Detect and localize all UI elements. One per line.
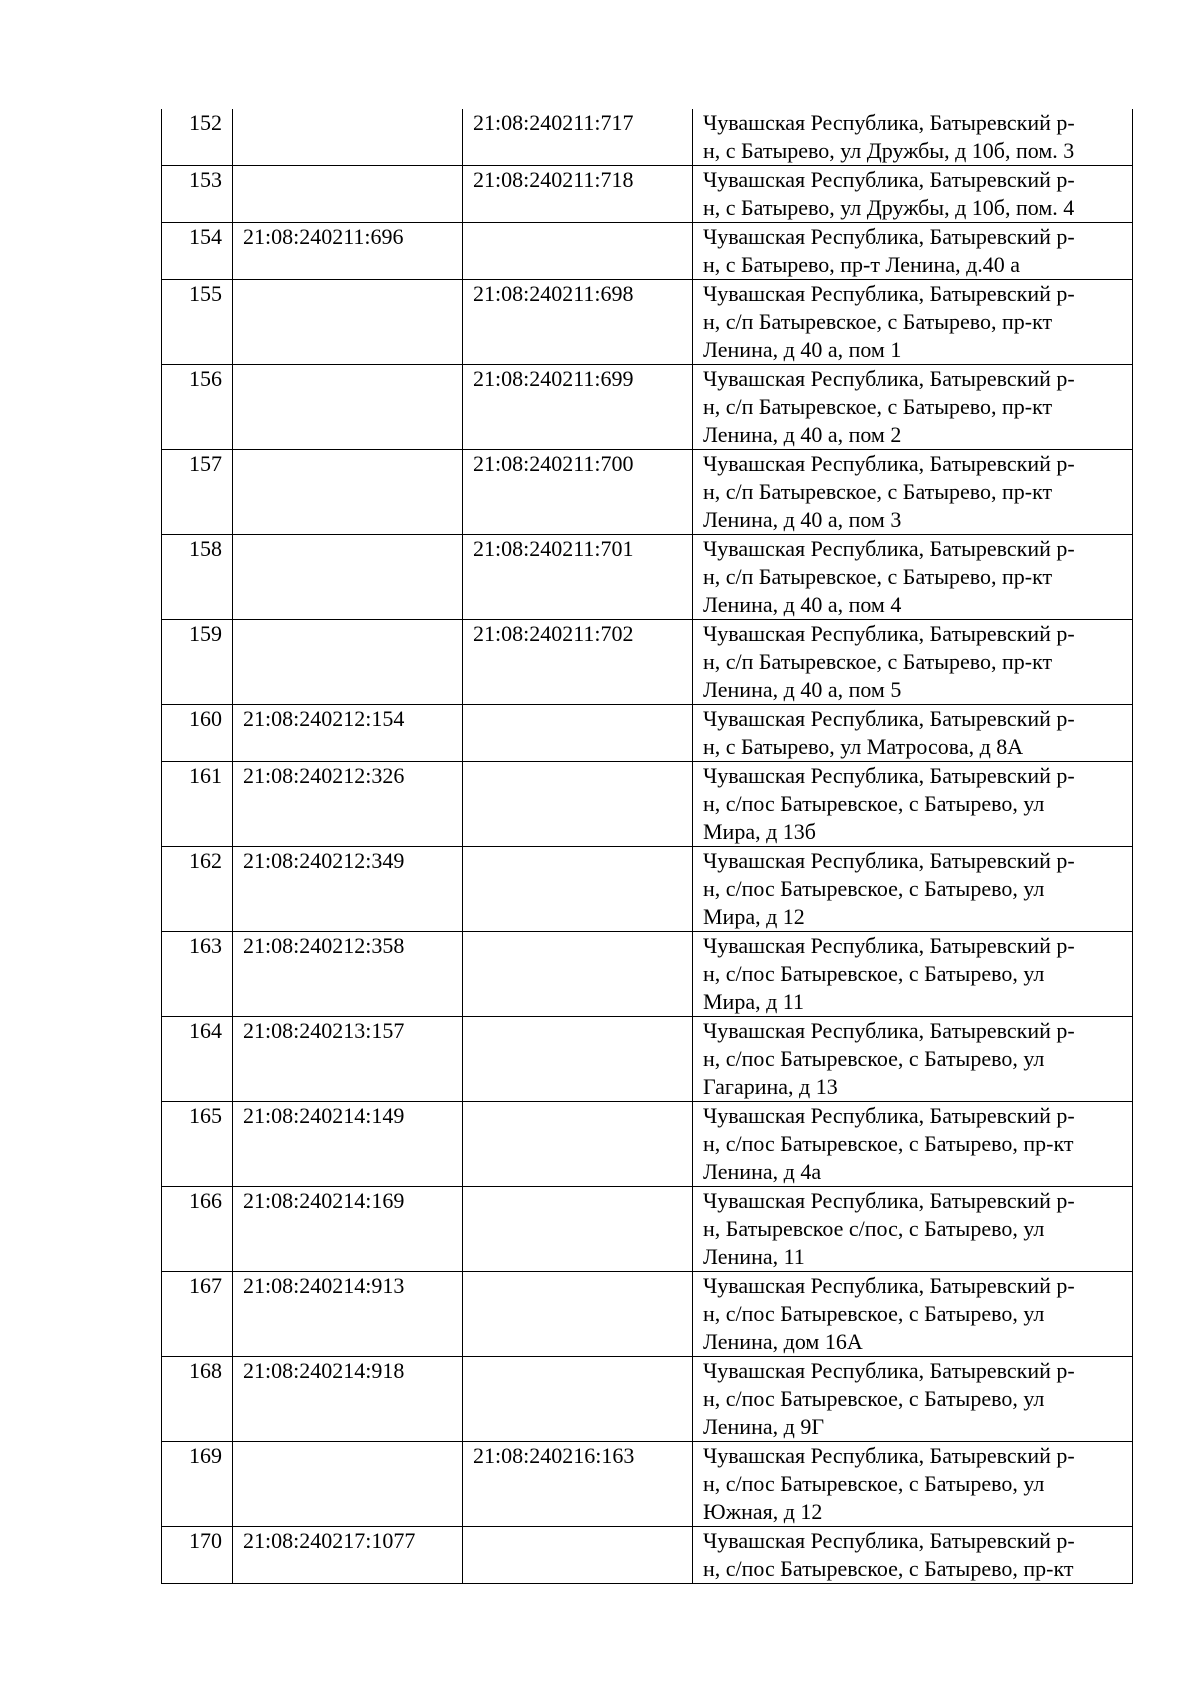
table-row bbox=[162, 1357, 1133, 1442]
premises-cadastral-number-cell bbox=[463, 932, 693, 1017]
row-number-cell: 163 bbox=[162, 932, 233, 1017]
address-cell: Чувашская Республика, Батыревский р- н, с/п Батыревское, с Батырево, пр-кт Ленина, д 40 а, пом 1 bbox=[693, 280, 1133, 365]
cadastral-number-cell bbox=[233, 166, 463, 223]
address-cell: Чувашская Республика, Батыревский р- н, с/п Батыревское, с Батырево, пр-кт Ленина, д 40 а, пом 3 bbox=[693, 450, 1133, 535]
premises-cadastral-number-cell: 21:08:240211:702 bbox=[463, 620, 693, 705]
row-number-cell: 169 bbox=[162, 1442, 233, 1527]
row-number-cell: 158 bbox=[162, 535, 233, 620]
table-row bbox=[162, 1527, 1133, 1584]
row-number-cell: 156 bbox=[162, 365, 233, 450]
cadastral-number-cell: 21:08:240211:696 bbox=[233, 223, 463, 280]
premises-cadastral-number-cell: 21:08:240211:701 bbox=[463, 535, 693, 620]
address-cell: Чувашская Республика, Батыревский р- н, с/пос Батыревское, с Батырево, пр-кт Ленина, д 4а bbox=[693, 1102, 1133, 1187]
premises-cadastral-number-cell bbox=[463, 705, 693, 762]
address-cell: Чувашская Республика, Батыревский р- н, с/пос Батыревское, с Батырево, пр-кт bbox=[693, 1527, 1133, 1584]
address-cell: Чувашская Республика, Батыревский р- н, Батыревское с/пос, с Батырево, ул Ленина, 11 bbox=[693, 1187, 1133, 1272]
cadastral-number-cell bbox=[233, 109, 463, 166]
property-register-table bbox=[161, 109, 1133, 1584]
row-number-cell: 160 bbox=[162, 705, 233, 762]
cadastral-number-cell: 21:08:240212:349 bbox=[233, 847, 463, 932]
premises-cadastral-number-cell bbox=[463, 223, 693, 280]
cadastral-number-cell bbox=[233, 535, 463, 620]
table-row bbox=[162, 166, 1133, 223]
row-number-cell: 152 bbox=[162, 109, 233, 166]
row-number-cell: 170 bbox=[162, 1527, 233, 1584]
premises-cadastral-number-cell: 21:08:240211:700 bbox=[463, 450, 693, 535]
cadastral-number-cell: 21:08:240212:154 bbox=[233, 705, 463, 762]
row-number-cell: 165 bbox=[162, 1102, 233, 1187]
table-row bbox=[162, 1442, 1133, 1527]
premises-cadastral-number-cell bbox=[463, 1527, 693, 1584]
row-number-cell: 159 bbox=[162, 620, 233, 705]
table-row bbox=[162, 365, 1133, 450]
row-number-cell: 161 bbox=[162, 762, 233, 847]
address-cell: Чувашская Республика, Батыревский р- н, с Батырево, ул Дружбы, д 10б, пом. 4 bbox=[693, 166, 1133, 223]
address-cell: Чувашская Республика, Батыревский р- н, с/пос Батыревское, с Батырево, ул Мира, д 11 bbox=[693, 932, 1133, 1017]
premises-cadastral-number-cell bbox=[463, 1187, 693, 1272]
cadastral-number-cell: 21:08:240213:157 bbox=[233, 1017, 463, 1102]
table-body bbox=[162, 109, 1133, 1584]
cadastral-number-cell: 21:08:240217:1077 bbox=[233, 1527, 463, 1584]
cadastral-number-cell: 21:08:240212:358 bbox=[233, 932, 463, 1017]
row-number-cell: 155 bbox=[162, 280, 233, 365]
table-row bbox=[162, 535, 1133, 620]
premises-cadastral-number-cell bbox=[463, 1102, 693, 1187]
premises-cadastral-number-cell: 21:08:240211:699 bbox=[463, 365, 693, 450]
table-row bbox=[162, 450, 1133, 535]
table-row bbox=[162, 705, 1133, 762]
table-row bbox=[162, 932, 1133, 1017]
cadastral-number-cell: 21:08:240214:913 bbox=[233, 1272, 463, 1357]
cadastral-number-cell bbox=[233, 280, 463, 365]
table-row bbox=[162, 223, 1133, 280]
premises-cadastral-number-cell bbox=[463, 1272, 693, 1357]
row-number-cell: 162 bbox=[162, 847, 233, 932]
premises-cadastral-number-cell bbox=[463, 847, 693, 932]
cadastral-number-cell bbox=[233, 365, 463, 450]
address-cell: Чувашская Республика, Батыревский р- н, с/пос Батыревское, с Батырево, ул Мира, д 12 bbox=[693, 847, 1133, 932]
address-cell: Чувашская Республика, Батыревский р- н, с/пос Батыревское, с Батырево, ул Ленина, д 9Г bbox=[693, 1357, 1133, 1442]
address-cell: Чувашская Республика, Батыревский р- н, с/пос Батыревское, с Батырево, ул Мира, д 13б bbox=[693, 762, 1133, 847]
address-cell: Чувашская Республика, Батыревский р- н, с Батырево, ул Матросова, д 8А bbox=[693, 705, 1133, 762]
premises-cadastral-number-cell bbox=[463, 762, 693, 847]
cadastral-number-cell: 21:08:240214:149 bbox=[233, 1102, 463, 1187]
address-cell: Чувашская Республика, Батыревский р- н, с/п Батыревское, с Батырево, пр-кт Ленина, д 40 а, пом 4 bbox=[693, 535, 1133, 620]
cadastral-number-cell: 21:08:240214:918 bbox=[233, 1357, 463, 1442]
row-number-cell: 166 bbox=[162, 1187, 233, 1272]
address-cell: Чувашская Республика, Батыревский р- н, с/пос Батыревское, с Батырево, ул Ленина, дом 16А bbox=[693, 1272, 1133, 1357]
table-row bbox=[162, 1017, 1133, 1102]
row-number-cell: 154 bbox=[162, 223, 233, 280]
row-number-cell: 167 bbox=[162, 1272, 233, 1357]
table-row bbox=[162, 1102, 1133, 1187]
table-row bbox=[162, 847, 1133, 932]
table-row bbox=[162, 762, 1133, 847]
table-row bbox=[162, 280, 1133, 365]
table-row bbox=[162, 1272, 1133, 1357]
table-row bbox=[162, 109, 1133, 166]
address-cell: Чувашская Республика, Батыревский р- н, с/пос Батыревское, с Батырево, ул Южная, д 12 bbox=[693, 1442, 1133, 1527]
premises-cadastral-number-cell: 21:08:240216:163 bbox=[463, 1442, 693, 1527]
row-number-cell: 168 bbox=[162, 1357, 233, 1442]
premises-cadastral-number-cell: 21:08:240211:717 bbox=[463, 109, 693, 166]
cadastral-number-cell: 21:08:240212:326 bbox=[233, 762, 463, 847]
row-number-cell: 164 bbox=[162, 1017, 233, 1102]
cadastral-number-cell bbox=[233, 1442, 463, 1527]
address-cell: Чувашская Республика, Батыревский р- н, с/пос Батыревское, с Батырево, ул Гагарина, д 13 bbox=[693, 1017, 1133, 1102]
address-cell: Чувашская Республика, Батыревский р- н, с Батырево, пр-т Ленина, д.40 а bbox=[693, 223, 1133, 280]
table-row bbox=[162, 1187, 1133, 1272]
address-cell: Чувашская Республика, Батыревский р- н, с/п Батыревское, с Батырево, пр-кт Ленина, д 40 а, пом 5 bbox=[693, 620, 1133, 705]
cadastral-number-cell: 21:08:240214:169 bbox=[233, 1187, 463, 1272]
cadastral-number-cell bbox=[233, 450, 463, 535]
address-cell: Чувашская Республика, Батыревский р- н, с Батырево, ул Дружбы, д 10б, пом. 3 bbox=[693, 109, 1133, 166]
row-number-cell: 153 bbox=[162, 166, 233, 223]
cadastral-number-cell bbox=[233, 620, 463, 705]
premises-cadastral-number-cell: 21:08:240211:698 bbox=[463, 280, 693, 365]
table-row bbox=[162, 620, 1133, 705]
premises-cadastral-number-cell: 21:08:240211:718 bbox=[463, 166, 693, 223]
row-number-cell: 157 bbox=[162, 450, 233, 535]
premises-cadastral-number-cell bbox=[463, 1017, 693, 1102]
premises-cadastral-number-cell bbox=[463, 1357, 693, 1442]
address-cell: Чувашская Республика, Батыревский р- н, с/п Батыревское, с Батырево, пр-кт Ленина, д 40 а, пом 2 bbox=[693, 365, 1133, 450]
